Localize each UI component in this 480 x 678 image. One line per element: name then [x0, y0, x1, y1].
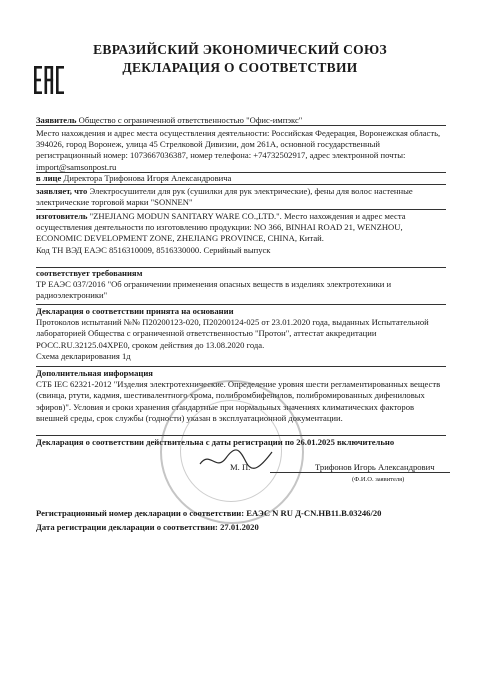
registration-date: 27.01.2020 — [220, 522, 259, 532]
additional-text: СТБ IEC 62321-2012 "Изделия электротехнические. Определение уровня шести регламентированных веществ (свинца, ртути, кадмия, шестивалентного хрома, полибромбифенилов, полибромированных дифениловых эфиров)". Условия и сроки хранения стандартные при нормальных значениях климатических факторов внешней среды, срок службы (годности) указан в эксплуатационной документации. — [36, 379, 441, 423]
basis-scheme: Схема декларирования 1д — [36, 350, 131, 361]
registration-date-label: Дата регистрации декларации о соответствии: — [36, 522, 218, 532]
divider — [36, 209, 446, 210]
declares-block — [36, 186, 446, 208]
signer-caption: (Ф.И.О. заявителя) — [352, 476, 405, 483]
document-title-declaration: ДЕКЛАРАЦИЯ О СООТВЕТСТВИИ — [122, 60, 358, 75]
declares-text: Электросушители для рук (сушилки для рук электрические), фены для волос настенные электрические торговой марки "SONNEN" — [36, 186, 413, 208]
divider — [36, 184, 446, 185]
basis-text: Протоколов испытаний №№ П20200123-020, П20200124-025 от 23.01.2020 года, выданных Испытательной лабораторией Общества с ограниченной ответственностью "Протон", аттестат аккредитации РОСС.RU.32125.04ХРЕ0, сроком действия до 13.08.2020 года. — [36, 317, 429, 350]
address-block — [36, 128, 446, 173]
declares-label: заявляет, что — [36, 186, 88, 196]
registration-date-line — [36, 522, 446, 533]
signer-name: Трифонов Игорь Александрович — [315, 462, 435, 472]
applicant-label: Заявитель — [36, 115, 77, 125]
registration-number-label: Регистрационный номер декларации о соответствии: — [36, 508, 245, 518]
address-text: Место нахождения и адрес места осуществления деятельности: Российская Федерация, Воронежская область, 394026, город Воронеж, улица 45 Стрелковой Дивизии, дом 261А, основной государственный регистрационный номер: 1073667036387, номер телефона: +74732502917, адрес электронной почты: import@samsonpost.ru — [36, 128, 441, 172]
divider — [36, 304, 446, 305]
divider — [36, 125, 446, 126]
person-line — [36, 173, 446, 184]
validity-text: Декларация о соответствии действительна с даты регистрации по 26.01.2025 включительно — [36, 437, 395, 447]
person-label: в лице — [36, 173, 62, 183]
applicant-name: Общество с ограниченной ответственностью "Офис-импэкс" — [78, 115, 303, 125]
registration-number-line — [36, 508, 446, 519]
manufacturer-block — [36, 211, 446, 256]
person-text: Директора Трифонова Игоря Александровича — [63, 173, 232, 183]
mp-label: М. П. — [230, 462, 251, 472]
divider — [36, 366, 446, 367]
signer-underline — [300, 472, 450, 473]
basis-block — [36, 306, 446, 362]
basis-label: Декларация о соответствии принята на основании — [36, 306, 234, 316]
eac-logo-icon — [34, 64, 64, 96]
requirements-label: соответствует требованиям — [36, 268, 143, 278]
registration-number: ЕАЭС N RU Д-CN.НВ11.В.03246/20 — [246, 508, 382, 518]
requirements-text: ТР ЕАЭС 037/2016 "Об ограничении применения опасных веществ в изделиях электротехники и радиоэлектроники" — [36, 279, 392, 301]
requirements-block — [36, 268, 446, 302]
manufacturer-label: изготовитель — [36, 211, 88, 221]
additional-label: Дополнительная информация — [36, 368, 153, 378]
document-title-union: ЕВРАЗИЙСКИЙ ЭКОНОМИЧЕСКИЙ СОЮЗ — [93, 42, 387, 57]
manufacturer-codes: Код ТН ВЭД ЕАЭС 8516310009, 8516330000. Серийный выпуск — [36, 244, 271, 255]
manufacturer-text: "ZHEJIANG MODUN SANITARY WARE CO.,LTD.". Место нахождения и адрес места осуществления деятельности по изготовлению продукции: NO 366, BINHAI ROAD 21, WENZHOU, ECONOMIC DEVELOPMENT ZONE, ZHEJIANG PROVINCE, CHINA, Китай. — [36, 211, 406, 244]
